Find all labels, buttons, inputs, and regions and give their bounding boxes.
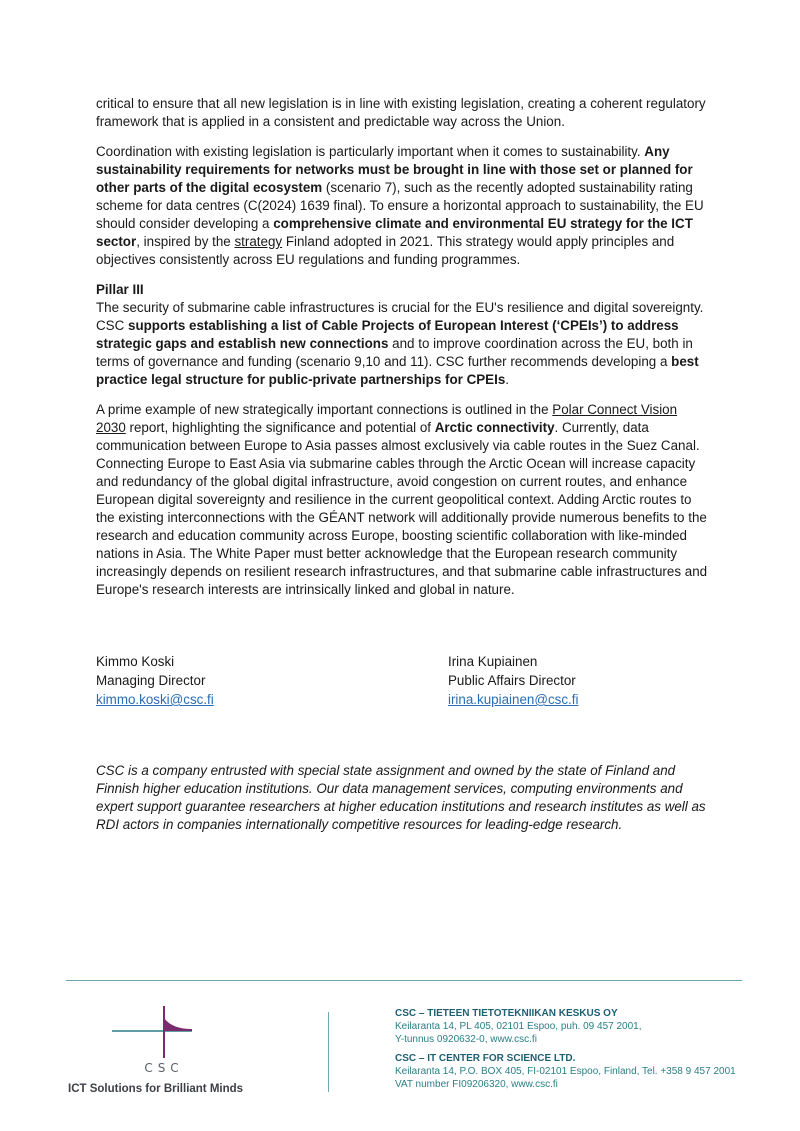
text: The security of submarine cable infrastructures is crucial for the EU's resilience and digital sovereignty. CSC xyxy=(96,300,704,333)
signatory-name: Kimmo Koski xyxy=(96,654,175,669)
footer-divider xyxy=(66,980,742,981)
text: (scenario 7), such as the recently adopted sustainability rating scheme for data centres (C(2024) 1639 final). To ensure a horizontal approach to sustainability, the EU should consider developing a xyxy=(96,180,704,231)
company-address: Keilaranta 14, P.O. BOX 405, FI-02101 Espoo, Finland, Tel. +358 9 457 2001 xyxy=(395,1066,736,1077)
text: A prime example of new strategically important connections is outlined in the xyxy=(96,402,553,417)
tagline: ICT Solutions for Brilliant Minds xyxy=(68,1083,244,1095)
company-info-english xyxy=(395,1052,755,1091)
section-heading: Pillar III xyxy=(96,282,144,297)
text: report, highlighting the significance and potential of xyxy=(125,420,435,435)
strategy-link[interactable]: strategy xyxy=(234,234,283,249)
text: Coordination with existing legislation is particularly important when it comes to sustainability. xyxy=(96,144,645,159)
company-name: CSC – TIETEEN TIETOTEKNIIKAN KESKUS OY xyxy=(395,1008,618,1019)
bold-text: supports establishing a list of Cable Projects of European Interest (‘CPEIs’) to address strategic gaps and establish new connections xyxy=(96,318,679,351)
signatory-title: Public Affairs Director xyxy=(448,673,576,688)
bold-text: best practice legal structure for public-private partnerships for CPEIs xyxy=(96,354,699,387)
text: and to improve coordination across the EU, both in terms of governance and funding (scenario 9,10 and 11). CSC further recommends developing a xyxy=(96,336,693,369)
company-registration: Y-tunnus 0920632-0, www.csc.fi xyxy=(395,1034,537,1045)
paragraph-arctic xyxy=(96,401,708,599)
bold-text: Arctic connectivity xyxy=(434,420,555,435)
text: , inspired by the xyxy=(136,234,235,249)
paragraph-sustainability xyxy=(96,143,708,269)
polar-connect-link[interactable]: Polar Connect Vision 2030 xyxy=(96,402,678,435)
text: . xyxy=(505,372,509,387)
letter-body xyxy=(96,95,708,611)
paragraph-pillar-iii xyxy=(96,299,708,389)
logo-text: CSC xyxy=(144,1061,184,1075)
text: . Currently, data communication between Europe to Asia passes almost exclusively via cable routes in the Suez Canal. Connecting Europe to East Asia via submarine cables through the Arctic Ocean will increase capacity and redundancy of the global digital infrastructure, avoid congestion on current routes, and enhance European digital sovereignty and resilience in the current geopolitical context. Adding Arctic routes to the existing interconnections with the GÉANT network will additionally provide numerous benefits to the research and education community across Europe, boosting scientific collaboration with like-minded nations in Asia. The White Paper must better acknowledge that the European research community increasingly depends on resilient research infrastructures, and that submarine cable infrastructures and Europe's research interests are intrinsically linked and global in nature. xyxy=(96,420,708,597)
company-description: CSC is a company entrusted with special state assignment and owned by the state of Finland and Finnish higher education institutions. Our data management services, computing environments and expert support guarantee researchers at higher education institutions and research institutes as well as RDI actors in companies internationally competitive resources for leading-edge research. xyxy=(96,763,706,832)
company-address: Keilaranta 14, PL 405, 02101 Espoo, puh. 09 457 2001, xyxy=(395,1021,642,1032)
signature-block xyxy=(448,652,578,709)
text: Finland adopted in 2021. This strategy would apply principles and objectives consistently across EU regulations and funding programmes. xyxy=(96,234,675,267)
signatory-email-link[interactable]: irina.kupiainen@csc.fi xyxy=(448,692,579,707)
signature-block xyxy=(96,652,214,709)
company-registration: VAT number FI09206320, www.csc.fi xyxy=(395,1079,558,1090)
signatory-title: Managing Director xyxy=(96,673,206,688)
paragraph-legislation: critical to ensure that all new legislation is in line with existing legislation, creating a coherent regulatory framework that is applied in a consistent and predictable way across the Union. xyxy=(96,96,706,129)
bold-text: comprehensive climate and environmental EU strategy for the ICT sector xyxy=(96,216,693,249)
footer-separator xyxy=(328,1012,329,1092)
bold-text: Any sustainability requirements for networks must be brought in line with those set or planned for other parts of the digital ecosystem xyxy=(96,144,693,195)
signatory-email-link[interactable]: kimmo.koski@csc.fi xyxy=(96,692,214,707)
company-name: CSC – IT CENTER FOR SCIENCE LTD. xyxy=(395,1053,576,1064)
signatory-name: Irina Kupiainen xyxy=(448,654,538,669)
company-info-finnish xyxy=(395,1007,755,1046)
